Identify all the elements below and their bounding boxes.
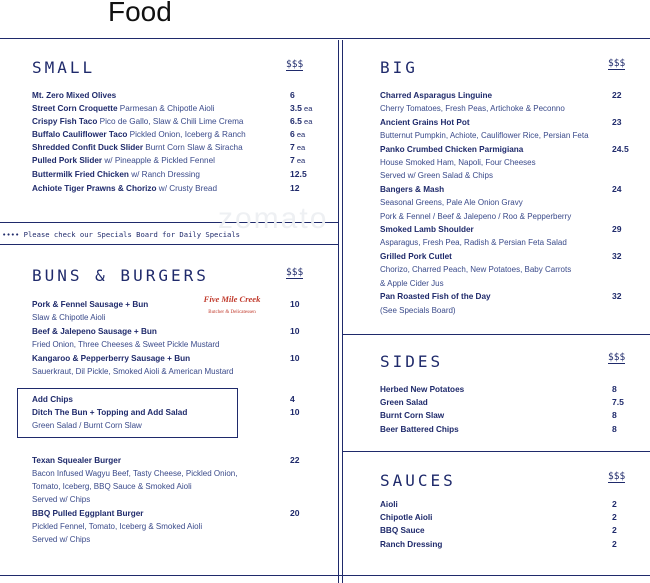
list-item: Texan Squealer Burger [32, 456, 122, 465]
item-desc: Pickled Fennel, Tomato, Iceberg & Smoked Aioli [32, 522, 203, 531]
list-item: Pulled Pork Slider w/ Pineapple & Pickled Fennel [32, 156, 215, 165]
item-price: 10 [290, 353, 300, 363]
list-item: Add Chips [32, 395, 73, 404]
item-desc: Tomato, Iceberg, BBQ Sauce & Smoked Aioli [32, 482, 192, 491]
item-desc: Seasonal Greens, Pale Ale Onion Gravy [380, 198, 523, 207]
column-divider [338, 40, 339, 583]
item-price: 24.5 [612, 144, 629, 154]
page-title: Food [108, 0, 172, 27]
item-price: 10 [290, 326, 300, 336]
currency-header: $$$ [608, 58, 626, 69]
list-item: Beer Battered Chips [380, 425, 459, 434]
item-desc: Slaw & Chipotle Aioli [32, 313, 106, 322]
list-item: Pan Roasted Fish of the Day [380, 292, 491, 301]
item-price: 6 [290, 90, 295, 100]
list-item: Bangers & Mash [380, 185, 445, 194]
list-item: Crispy Fish Taco Pico de Gallo, Slaw & Chili Lime Crema [32, 117, 244, 126]
item-price: 6 ea [290, 129, 306, 139]
item-desc: Served w/ Chips [32, 535, 91, 544]
bottom-divider [0, 575, 650, 576]
item-price: 23 [612, 117, 622, 127]
item-price: 10 [290, 407, 300, 417]
item-desc: Pork & Fennel / Beef & Jalepeno / Roo & Pepperberry [380, 212, 572, 221]
list-item: Aioli [380, 500, 398, 509]
section-title-sides: SIDES [380, 352, 444, 371]
list-item: Beef & Jalepeno Sausage + Bun [32, 327, 157, 336]
top-divider [0, 38, 650, 39]
column-divider-2 [342, 40, 343, 583]
list-item: Ancient Grains Hot Pot [380, 118, 470, 127]
item-desc: Bacon Infused Wagyu Beef, Tasty Cheese, Pickled Onion, [32, 469, 238, 478]
currency-header: $$$ [608, 471, 626, 482]
stamp-name: Five Mile Creek [203, 294, 261, 304]
item-price: 12.5 [290, 169, 307, 179]
list-item: Ranch Dressing [380, 540, 443, 549]
item-price: 8 [612, 410, 617, 420]
item-price: 6.5 ea [290, 116, 313, 126]
list-item: Smoked Lamb Shoulder [380, 225, 474, 234]
item-price: 20 [290, 508, 300, 518]
list-item: Charred Asparagus Linguine [380, 91, 493, 100]
specials-notice: •••• Please check our Specials Board for Daily Specials [2, 230, 240, 239]
list-item: Street Corn Croquette Parmesan & Chipotle Aioli [32, 104, 215, 113]
section-title-big: BIG [380, 58, 418, 77]
item-price: 7.5 [612, 397, 624, 407]
item-price: 8 [612, 384, 617, 394]
item-price: 2 [612, 525, 617, 535]
item-price: 3.5 ea [290, 103, 313, 113]
list-item: Chipotle Aioli [380, 513, 433, 522]
item-desc: Butternut Pumpkin, Achiote, Cauliflower Rice, Persian Feta [380, 131, 589, 140]
item-price: 7 ea [290, 155, 306, 165]
list-item: Green Salad [380, 398, 428, 407]
list-item: BBQ Pulled Eggplant Burger [32, 509, 144, 518]
list-item: Mt. Zero Mixed Olives [32, 91, 117, 100]
list-item: Pork & Fennel Sausage + Bun [32, 300, 149, 309]
item-desc: & Apple Cider Jus [380, 279, 444, 288]
item-desc: House Smoked Ham, Napoli, Four Cheeses [380, 158, 536, 167]
item-price: 32 [612, 291, 622, 301]
list-item: Buffalo Cauliflower Taco Pickled Onion, Iceberg & Ranch [32, 130, 246, 139]
item-price: 29 [612, 224, 622, 234]
item-price: 2 [612, 539, 617, 549]
item-price: 4 [290, 394, 295, 404]
currency-header: $$$ [286, 59, 304, 70]
item-price: 10 [290, 299, 300, 309]
item-price: 12 [290, 183, 300, 193]
list-item: Burnt Corn Slaw [380, 411, 445, 420]
watermark: zomato [218, 202, 329, 235]
item-price: 8 [612, 424, 617, 434]
currency-header: $$$ [608, 352, 626, 363]
section-title-sauces: SAUCES [380, 471, 456, 490]
list-item: Kangaroo & Pepperberry Sausage + Bun [32, 354, 191, 363]
section-title-buns: BUNS & BURGERS [32, 266, 209, 285]
left-section-divider-2 [0, 244, 338, 245]
list-item: BBQ Sauce [380, 526, 425, 535]
list-item: Herbed New Potatoes [380, 385, 465, 394]
five-mile-creek-stamp [196, 294, 268, 315]
item-desc: (See Specials Board) [380, 306, 456, 315]
item-price: 2 [612, 499, 617, 509]
item-desc: Fried Onion, Three Cheeses & Sweet Pickle Mustard [32, 340, 220, 349]
item-price: 22 [612, 90, 622, 100]
item-price: 2 [612, 512, 617, 522]
list-item: Achiote Tiger Prawns & Chorizo w/ Crusty Bread [32, 184, 218, 193]
list-item: Grilled Pork Cutlet [380, 252, 452, 261]
item-price: 24 [612, 184, 622, 194]
stamp-tagline: Butcher & Delicatessen [208, 310, 256, 315]
currency-header: $$$ [286, 267, 304, 278]
list-item: Buttermilk Fried Chicken w/ Ranch Dressing [32, 170, 200, 179]
item-desc: Cherry Tomatoes, Fresh Peas, Artichoke & Peconno [380, 104, 565, 113]
right-section-divider-2 [342, 451, 650, 452]
item-desc: Served w/ Green Salad & Chips [380, 171, 493, 180]
right-section-divider [342, 334, 650, 335]
list-item: Panko Crumbed Chicken Parmigiana [380, 145, 524, 154]
section-title-small: SMALL [32, 58, 96, 77]
item-desc: Chorizo, Charred Peach, New Potatoes, Baby Carrots [380, 265, 572, 274]
list-item: Ditch The Bun + Topping and Add Salad [32, 408, 188, 417]
item-desc: Asparagus, Fresh Pea, Radish & Persian Feta Salad [380, 238, 567, 247]
item-desc: Green Salad / Burnt Corn Slaw [32, 421, 142, 430]
item-price: 7 ea [290, 142, 306, 152]
item-price: 32 [612, 251, 622, 261]
item-desc: Served w/ Chips [32, 495, 91, 504]
item-desc: Sauerkraut, Dil Pickle, Smoked Aioli & American Mustard [32, 367, 234, 376]
item-price: 22 [290, 455, 300, 465]
list-item: Shredded Confit Duck Slider Burnt Corn Slaw & Siracha [32, 143, 243, 152]
